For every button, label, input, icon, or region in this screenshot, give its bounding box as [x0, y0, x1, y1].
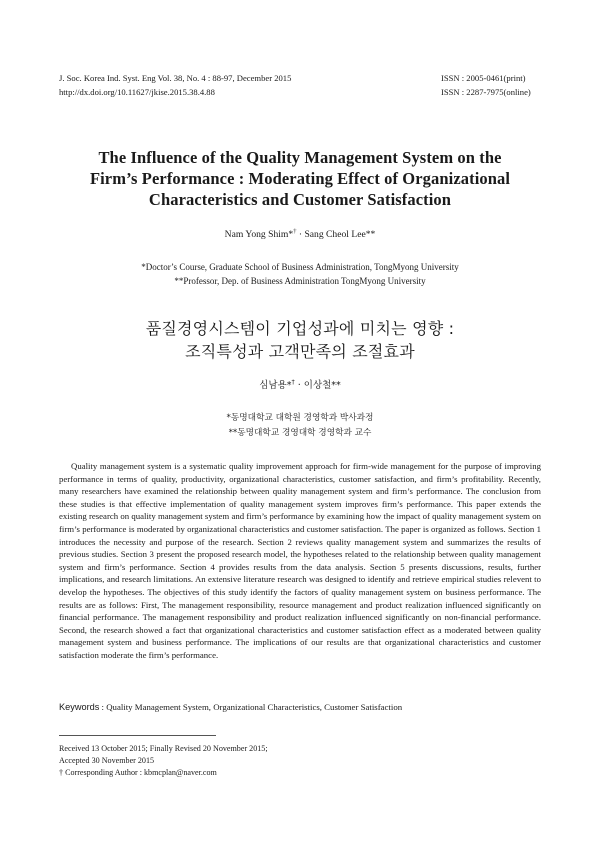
- keywords-label: Keywords: [59, 702, 100, 712]
- received-date: Received 13 October 2015; Finally Revised 20 November 2015;: [59, 744, 268, 753]
- issn-print: ISSN : 2005-0461(print): [441, 73, 526, 83]
- affiliation-2: **Professor, Dep. of Business Administration TongMyong University: [174, 276, 426, 286]
- corresponding-mark-ko: †: [291, 377, 295, 386]
- affiliation-2-ko: **동명대학교 경영대학 경영학과 교수: [228, 428, 372, 438]
- korean-title-line-2: 조직특성과 고객만족의 조절효과: [185, 342, 415, 361]
- english-title-line-3: Characteristics and Customer Satisfaction: [148, 190, 452, 209]
- accepted-date: Accepted 30 November 2015: [59, 756, 155, 765]
- author-2-name-ko: 이상철**: [303, 380, 341, 391]
- english-authors: [0, 228, 600, 240]
- abstract-text: Quality management system is a systematic quality improvement approach for firm-wide management for the purpose of improving performance in terms of quality, productivity, organizational characteristics, customer satisfaction, and firm’s profitability. Recently, many researchers have examined the relationship between quality management system and firm’s performance. The conclusion from these studies is that effective implementation of quality management system improves firm’s performance. This paper extends the existing research on quality management system and firm’s performance by examining how the impact of quality management system on firm’s performance is moderated by organizational characteristics and customer satisfaction. The paper is organized as follows. Section 1 introduces the necessity and purpose of the research. Section 2 reviews quality management system and summarizes the results of previous studies. Section 3 present the proposed research model, the hypotheses related to the relationship between quality management system and firm’s performance. Section 4 provides results from the data analysis. Section 5 presents discussions, results, further implications, and research limitations. An extensive literature research was designed to identify and retrieve empirical studies relevent to develop the hypotheses. The objectives of this study identify the factors of quality management system on business performance. The results are as follows: First, The management responsibility, resource management and product realization influenced significantly on financial performance. The management responsibility and product realization influenced significantly on non-financial performance. Second, the research showed a fact that organizational characteristics and customer satisfaction effect as a moderated between quality management system and business performance. The implications of our results are that organizational characteristics and customer satisfaction moderate the firm’s performance.: [59, 461, 541, 660]
- english-title-line-1: The Influence of the Quality Management System on the: [98, 148, 502, 167]
- footnotes: [59, 743, 268, 779]
- corresponding-author: † Corresponding Author : kbmcplan@naver.com: [59, 768, 217, 777]
- footnote-divider: [59, 735, 216, 736]
- english-affiliations: [0, 260, 600, 288]
- issn-online: ISSN : 2287-7975(online): [441, 86, 531, 97]
- korean-title-line-1: 품질경영시스템이 기업성과에 미치는 영향 :: [145, 319, 455, 338]
- author-separator-ko: ·: [294, 380, 304, 391]
- korean-authors: [0, 377, 600, 391]
- english-title: [40, 147, 560, 210]
- author-separator: ·: [296, 229, 305, 241]
- journal-citation: [59, 72, 291, 99]
- corresponding-mark: †: [293, 228, 297, 235]
- korean-affiliations: [0, 411, 600, 441]
- doi-link[interactable]: http://dx.doi.org/10.11627/jkise.2015.38.4.88: [59, 86, 215, 97]
- author-1-name-ko: 심남용*: [259, 380, 292, 391]
- journal-line: J. Soc. Korea Ind. Syst. Eng Vol. 38, No. 4 : 88-97, December 2015: [59, 73, 292, 83]
- keywords-separator: :: [99, 702, 107, 712]
- author-1-name: Nam Yong Shim*: [224, 229, 294, 241]
- issn-block: [441, 72, 531, 99]
- affiliation-1-ko: *동명대학교 대학원 경영학과 박사과정: [226, 413, 374, 423]
- keywords-values: Quality Management System, Organizational Characteristics, Customer Satisfaction: [106, 702, 403, 712]
- english-title-line-2: Firm’s Performance : Moderating Effect of Organizational: [89, 169, 511, 188]
- korean-title: [0, 317, 600, 363]
- affiliation-1: *Doctor’s Course, Graduate School of Business Administration, TongMyong University: [141, 262, 459, 272]
- keywords-line: [59, 702, 541, 712]
- author-2-name: Sang Cheol Lee**: [304, 229, 376, 241]
